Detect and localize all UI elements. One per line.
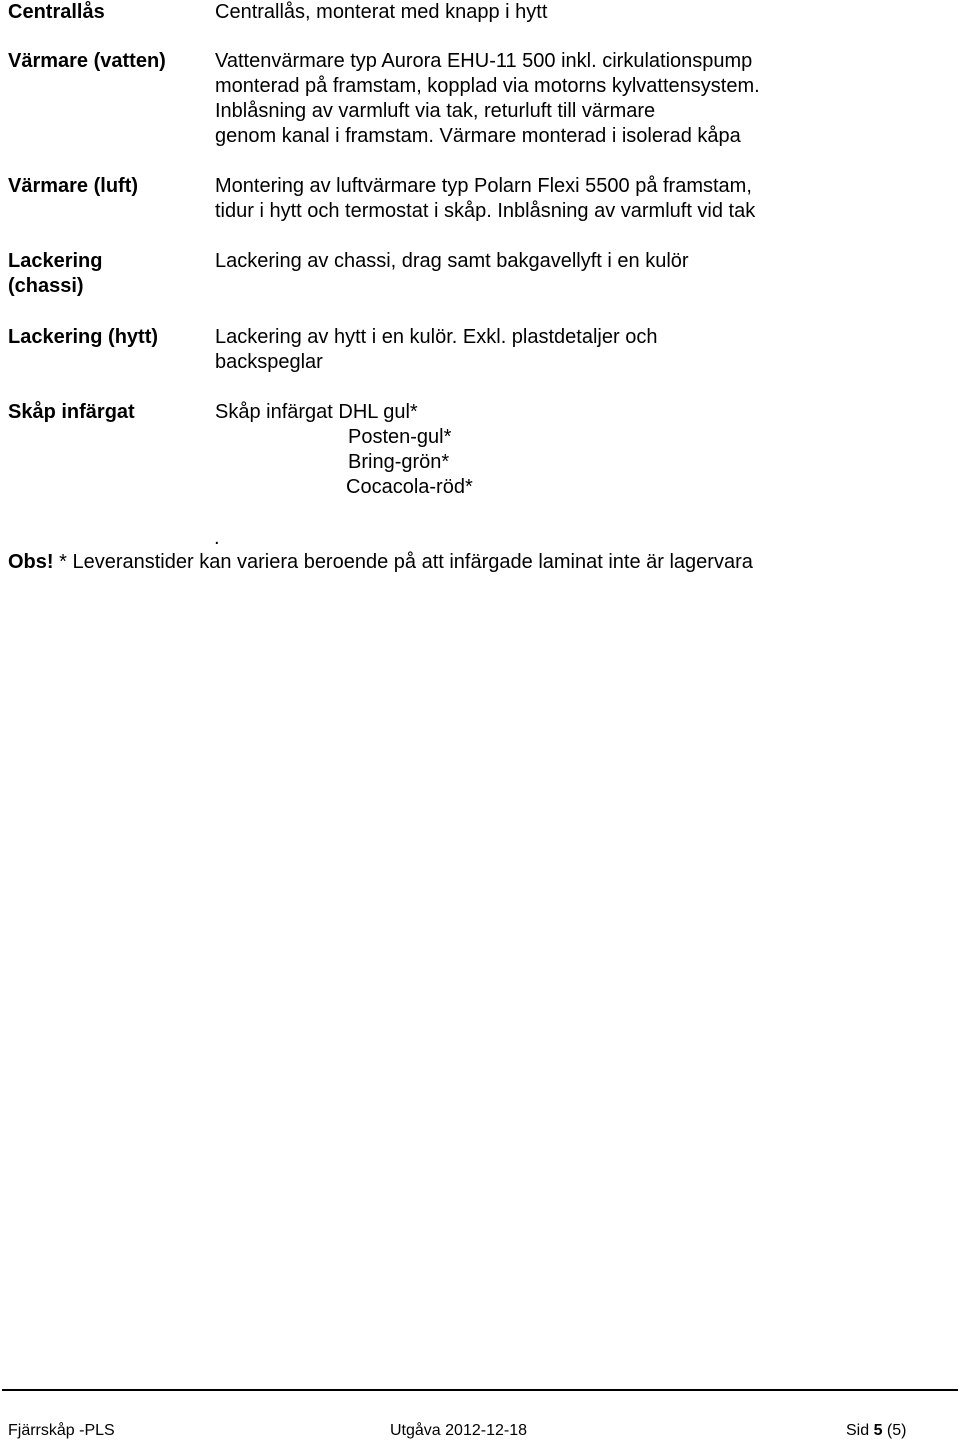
spec-description: Vattenvärmare typ Aurora EHU-11 500 inkl. cirkulationspump monterad på framstam, kopplad via motorns kylvattensystem. Inblåsning av varmluft via tak, returluft till värmare genom kanal i framstam. Värmare monterad i isolerad kåpa: [215, 50, 760, 147]
color-option: Posten-gul*: [348, 426, 452, 448]
obs-note: [8, 550, 753, 575]
spec-description: Centrallås, monterat med knapp i hytt: [215, 1, 548, 23]
spec-description: Lackering av chassi, drag samt bakgavellyft i en kulör: [215, 250, 689, 272]
spec-label: Skåp infärgat: [8, 401, 135, 423]
footer-divider: [2, 1389, 958, 1391]
obs-prefix: Obs!: [8, 551, 54, 573]
spec-label: Lackering (hytt): [8, 326, 159, 348]
spec-label: Centrallås: [8, 1, 105, 23]
obs-text: * Leveranstider kan variera beroende på att infärgade laminat inte är lagervara: [53, 551, 753, 573]
spec-description: Montering av luftvärmare typ Polarn Flexi 5500 på framstam, tidur i hytt och termostat i skåp. Inblåsning av varmluft vid tak: [215, 175, 756, 222]
spec-label: Värmare (luft): [8, 175, 139, 197]
spec-description: Lackering av hytt i en kulör. Exkl. plastdetaljer och backspeglar: [215, 326, 658, 373]
separator-dot: .: [214, 527, 220, 549]
footer-left: Fjärrskåp -PLS: [8, 1422, 115, 1439]
spec-label: Lackering (chassi): [8, 250, 103, 297]
footer-page-number: Sid 5 (5): [846, 1422, 907, 1439]
spec-label: Värmare (vatten): [8, 50, 166, 72]
color-option: Bring-grön*: [348, 451, 450, 473]
color-option: Cocacola-röd*: [346, 476, 473, 498]
footer-edition: Utgåva 2012-12-18: [390, 1422, 527, 1439]
spec-description: Skåp infärgat DHL gul* Posten-gul* Bring-grön* Cocacola-röd*: [215, 400, 935, 500]
